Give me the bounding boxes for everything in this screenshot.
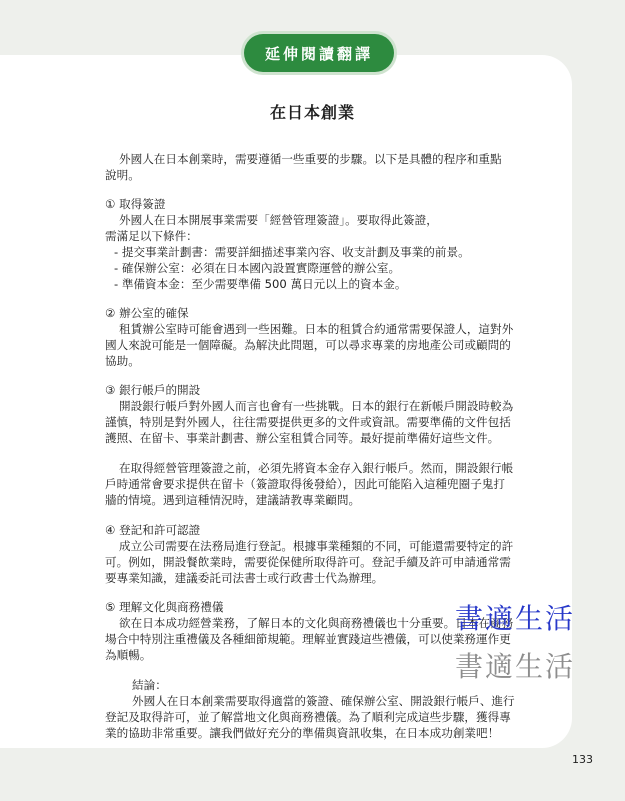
page-number: 133 <box>572 753 593 766</box>
text-line: 國人來說可能是一個障礙。為解決此問題，可以尋求專業的房地產公司或顧問的 <box>105 338 511 352</box>
text-line: 欲在日本成功經營業務，了解日本的文化與商務禮儀也十分重要。日本在商務 <box>119 616 514 630</box>
conclusion-label: 結論： <box>132 678 167 692</box>
text-line: 戶時通常會要求提供在留卡（簽證取得後發給），因此可能陷入這種兜圈子鬼打 <box>105 477 505 491</box>
text-line: 牆的情境。遇到這種情況時，建議請教專業顧問。 <box>105 493 361 507</box>
text-line: 外國人在日本開展事業需要「經營管理簽證」。要取得此簽證， <box>119 213 438 227</box>
page-title: 在日本創業 <box>269 103 355 122</box>
section-heading: ⑤ 理解文化與商務禮儀 <box>105 600 224 614</box>
section-heading: ③ 銀行帳戶的開設 <box>105 383 201 397</box>
text-line: 協助。 <box>105 354 140 368</box>
text-line: 可。例如，開設餐飲業時，需要從保健所取得許可。登記手續及許可申請通常需 <box>105 555 511 569</box>
section-badge: 延伸閱讀翻譯 <box>244 34 394 72</box>
text-line: 業的協助非常重要。讓我們做好充分的準備與資訊收集，在日本成功創業吧！ <box>105 726 500 740</box>
text-line: 租賃辦公室時可能會遇到一些困難。日本的租賃合約通常需要保證人，這對外 <box>119 322 514 336</box>
text-line: 在取得經營管理簽證之前，必須先將資本金存入銀行帳戶。然而，開設銀行帳 <box>119 461 514 475</box>
text-line: 護照、在留卡、事業計劃書、辦公室租賃合同等。最好提前準備好這些文件。 <box>105 431 500 445</box>
text-line: 開設銀行帳戶對外國人而言也會有一些挑戰。日本的銀行在新帳戶開設時較為 <box>119 399 514 413</box>
list-item: - 確保辦公室：必須在日本國內設置實際運營的辦公室。 <box>114 261 401 275</box>
text-line: 需滿足以下條件： <box>105 229 198 243</box>
text-line: 說明。 <box>105 168 140 182</box>
text-line: 登記及取得許可，並了解當地文化與商務禮儀。為了順利完成這些步驟，獲得專 <box>105 710 511 724</box>
text-line: 要專業知識，建議委託司法書士或行政書士代為辦理。 <box>105 571 384 585</box>
watermark-blue: 書適生活 <box>455 602 576 635</box>
text-line: 謹慎，特別是對外國人，往往需要提供更多的文件或資訊。需要準備的文件包括 <box>105 415 511 429</box>
text-line: 為順暢。 <box>105 648 152 662</box>
text-line: 外國人在日本創業需要取得適當的簽證、確保辦公室、開設銀行帳戶、進行 <box>132 694 515 708</box>
text-line: 外國人在日本創業時，需要遵循一些重要的步驟。以下是具體的程序和重點 <box>119 152 502 166</box>
list-item: - 準備資本金：至少需要準備 500 萬日元以上的資本金。 <box>114 277 407 291</box>
section-heading: ④ 登記和許可認證 <box>105 523 201 537</box>
text-line: 場合中特別注重禮儀及各種細節規範。理解並實踐這些禮儀，可以使業務運作更 <box>105 632 511 646</box>
list-item: - 提交事業計劃書：需要詳細描述事業內容、收支計劃及事業的前景。 <box>114 245 470 259</box>
section-heading: ② 辦公室的確保 <box>105 306 189 320</box>
watermark-gray: 書適生活 <box>455 650 576 683</box>
section-heading: ① 取得簽證 <box>105 197 166 211</box>
text-line: 成立公司需要在法務局進行登記。根據事業種類的不同，可能還需要特定的許 <box>119 539 514 553</box>
